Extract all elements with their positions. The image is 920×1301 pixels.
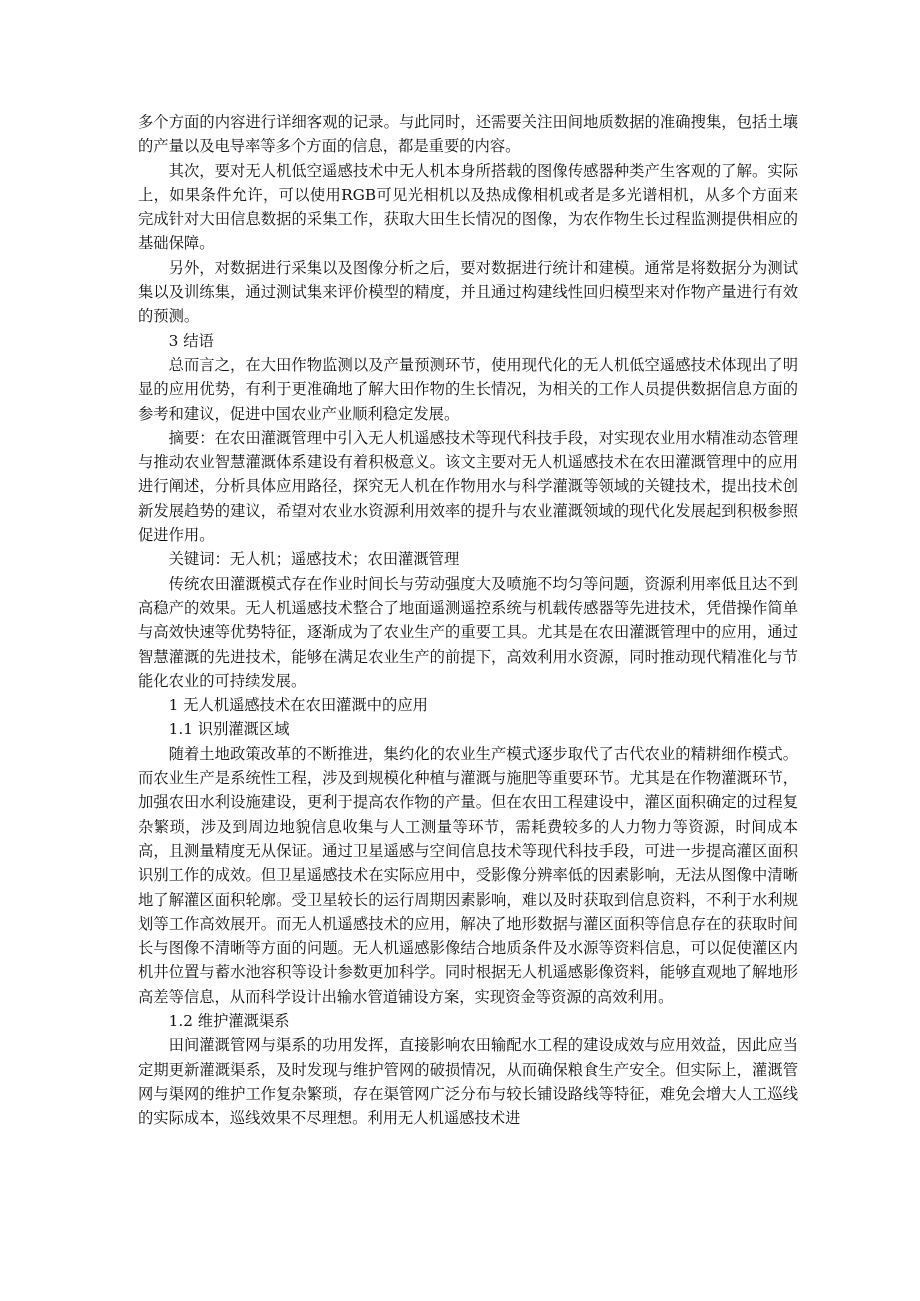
paragraph-abstract: 摘要：在农田灌溉管理中引入无人机遥感技术等现代科技手段，对实现农业用水精准动态管理与推动农业智慧灌溉体系建设有着积极意义。该文主要对无人机遥感技术在农田灌溉管理中的应用进行阐述，分析具体应用路径，探究无人机在作物用水与科学灌溉等领域的关键技术，提出技术创新发展趋势的建议，希望对农业水资源利用效率的提升与农业灌溉领域的现代化发展起到积极参照促进作用。 <box>138 428 798 545</box>
paragraph-irrigation-area: 随着土地政策改革的不断推进，集约化的农业生产模式逐步取代了古代农业的精耕细作模式。而农业生产是系统性工程，涉及到规模化种植与灌溉与施肥等重要环节。尤其是在作物灌溉环节，加强农田水利设施建设，更利于提高农作物的产量。但在农田工程建设中，灌区面积确定的过程复杂繁琐，涉及到周边地貌信息收集与人工测量等环节，需耗费较多的人力物力等资源，时间成本高，且测量精度无从保证。通过卫星遥感与空间信息技术等现代科技手段，可进一步提高灌区面积识别工作的成效。但卫星遥感技术在实际应用中，受影像分辨率低的因素影响，无法从图像中清晰地了解灌区面积轮廓。受卫星较长的运行周期因素影响，难以及时获取到信息资料，不利于水利规划等工作高效展开。而无人机遥感技术的应用，解决了地形数据与灌区面积等信息存在的获取时间长与图像不清晰等方面的问题。无人机遥感影像结合地质条件及水源等资料信息，可以促使灌区内机井位置与蓄水池容积等设计参数更加科学。同时根据无人机遥感影像资料，能够直观地了解地形高差等信息，从而科学设计出输水管道铺设方案，实现资金等资源的高效利用。 <box>138 744 798 1006</box>
paragraph-data-modeling: 另外，对数据进行采集以及图像分析之后，要对数据进行统计和建模。通常是将数据分为测试集以及训练集，通过测试集来评价模型的精度，并且通过构建线性回归模型来对作物产量进行有效的预测。 <box>138 258 798 326</box>
subsection-heading-1-1: 1.1 识别灌溉区域 <box>168 720 290 739</box>
section-heading-1: 1 无人机遥感技术在农田灌溉中的应用 <box>168 696 428 715</box>
paragraph-continuation: 多个方面的内容进行详细客观的记录。与此同时，还需要关注田间地质数据的准确搜集，包括土壤的产量以及电导率等多个方面的信息，都是重要的内容。 <box>138 113 798 156</box>
subsection-heading-1-2: 1.2 维护灌溉渠系 <box>168 1011 290 1030</box>
paragraph-conclusion: 总而言之，在大田作物监测以及产量预测环节，使用现代化的无人机低空遥感技术体现出了明显的应用优势，有利于更准确地了解大田作物的生长情况，为相关的工作人员提供数据信息方面的参考和建议，促进中国农业产业顺利稳定发展。 <box>138 355 798 423</box>
paragraph-channel-maintenance: 田间灌溉管网与渠系的功用发挥，直接影响农田输配水工程的建设成效与应用效益，因此应当定期更新灌溉渠系，及时发现与维护管网的破损情况，从而确保粮食生产安全。但实际上，灌溉管网与渠网的维护工作复杂繁琐，存在渠管网广泛分布与较长铺设路线等特征，难免会增大人工巡线的实际成本，巡线效果不尽理想。利用无人机遥感技术进 <box>138 1036 798 1128</box>
paragraph-keywords: 关键词：无人机；遥感技术；农田灌溉管理 <box>168 550 460 569</box>
document-body <box>138 110 798 1130</box>
section-heading-conclusion: 3 结语 <box>168 331 214 350</box>
paragraph-introduction: 传统农田灌溉模式存在作业时间长与劳动强度大及喷施不均匀等问题，资源利用率低且达不到高稳产的效果。无人机遥感技术整合了地面遥测遥控系统与机载传感器等先进技术，凭借操作简单与高效快速等优势特征，逐渐成为了农业生产的重要工具。尤其是在农田灌溉管理中的应用，通过智慧灌溉的先进技术，能够在满足农业生产的前提下，高效利用水资源，同时推动现代精准化与节能化农业的可持续发展。 <box>138 574 798 690</box>
paragraph-image-sensor: 其次，要对无人机低空遥感技术中无人机本身所搭载的图像传感器种类产生客观的了解。实际上，如果条件允许，可以使用RGB可见光相机以及热成像相机或者是多光谱相机，从多个方面来完成针对大田信息数据的采集工作，获取大田生长情况的图像，为农作物生长过程监测提供相应的基础保障。 <box>138 161 798 253</box>
